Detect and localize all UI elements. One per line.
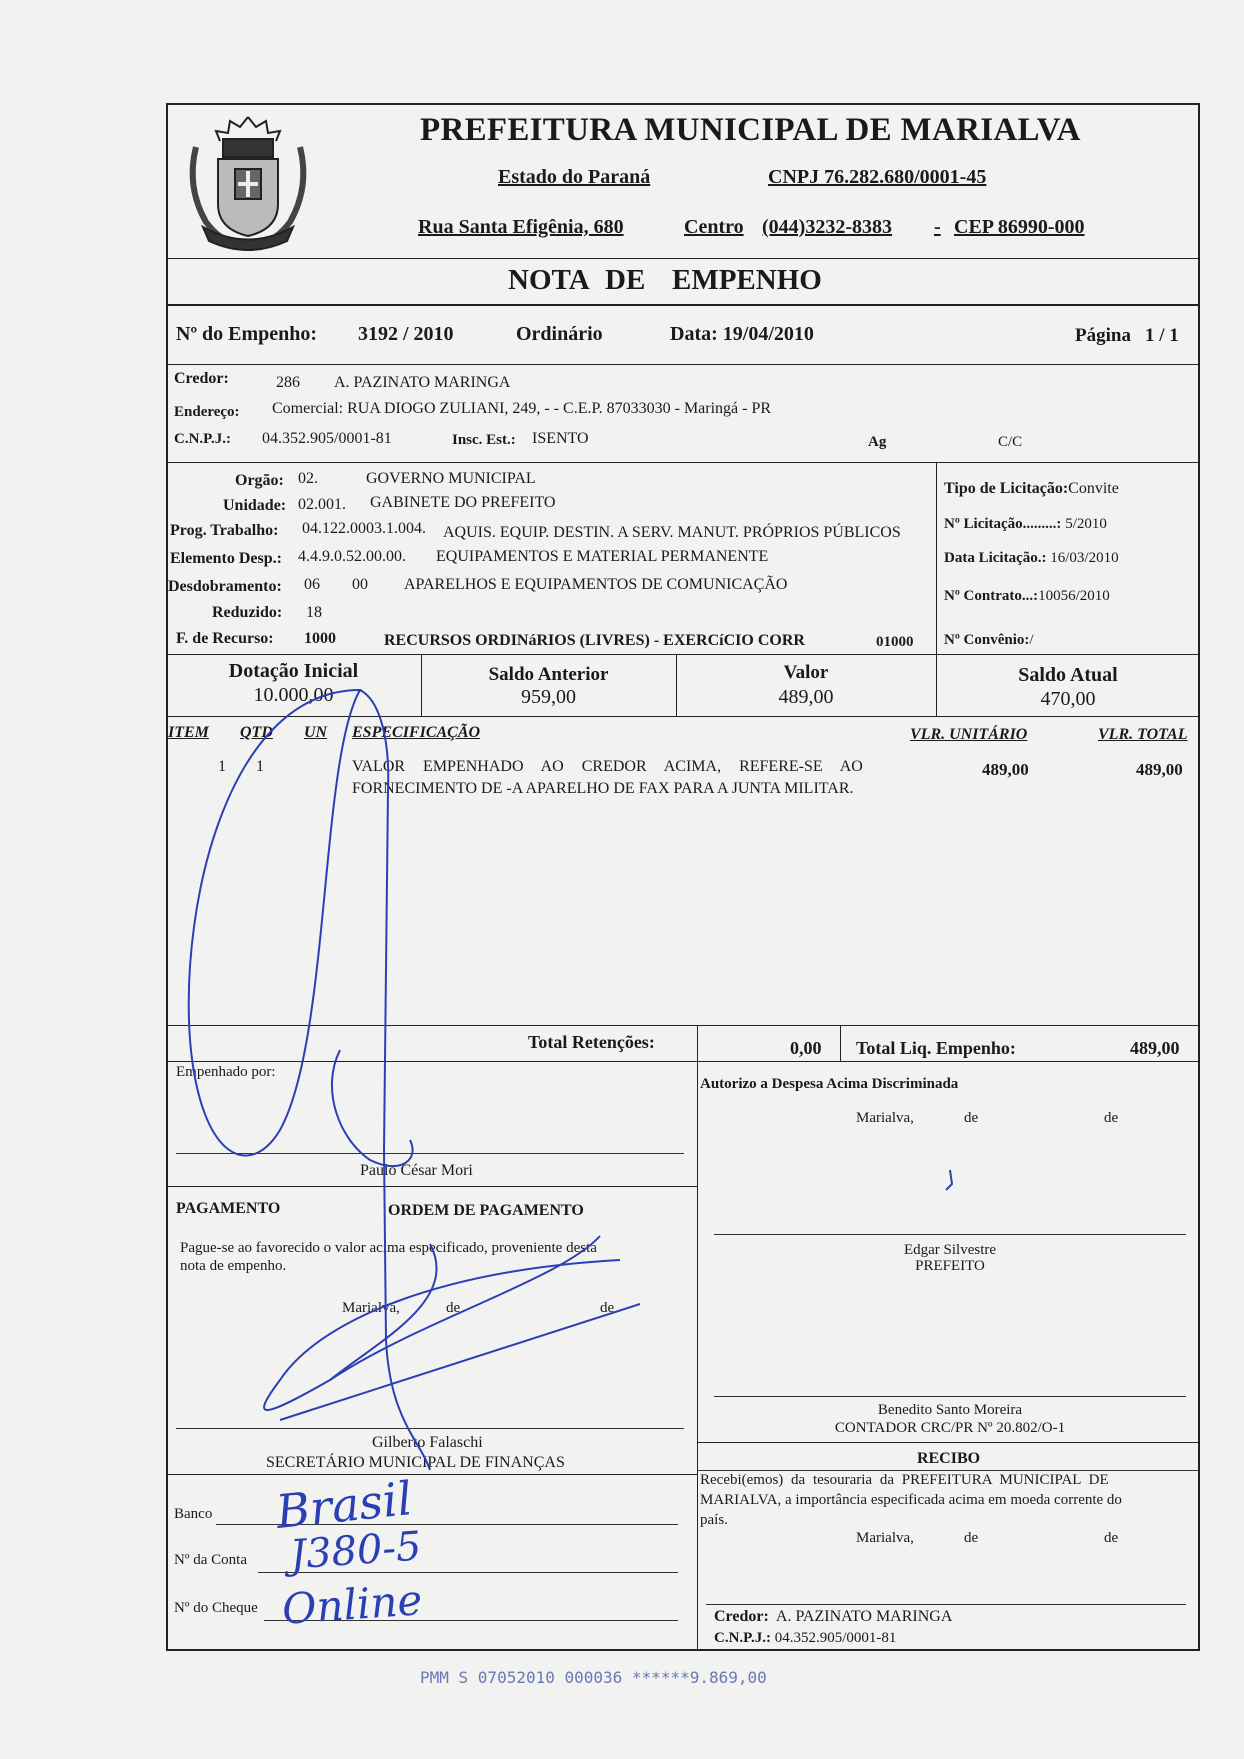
- right-de1: de: [964, 1110, 979, 1126]
- ag-label: Ag: [868, 434, 887, 450]
- desdobramento-code1: 06: [304, 576, 320, 593]
- signer-benedito: Benedito Santo Moreira: [877, 1402, 1023, 1418]
- prog-label: Prog. Trabalho:: [170, 522, 279, 539]
- tipo-licitacao-value: Convite: [1068, 480, 1119, 497]
- col-total-value: VLR. TOTAL: [1098, 726, 1188, 743]
- page-number: 1 / 1: [1145, 325, 1179, 346]
- prog-code: 04.122.0003.1.004.: [302, 520, 426, 537]
- doc-title-nota: NOTA: [508, 264, 590, 296]
- saldo-atual-label: Saldo Atual: [1018, 664, 1118, 686]
- recibo-de2: de: [1104, 1530, 1119, 1546]
- liq-empenho-label: Total Liq. Empenho:: [856, 1038, 1016, 1058]
- data-licitacao-label: Data Licitação.:: [944, 550, 1047, 566]
- banco-label: Banco: [174, 1506, 213, 1522]
- saldo-anterior-value: 959,00: [521, 686, 576, 708]
- elemento-label: Elemento Desp.:: [170, 550, 282, 567]
- dotacao-label: Dotação Inicial: [228, 660, 359, 682]
- autorizo-label: Autorizo a Despesa Acima Discriminada: [700, 1076, 959, 1092]
- phone: (044)3232-8383: [762, 216, 892, 238]
- desdobramento-label: Desdobramento:: [168, 578, 282, 595]
- item-total-value: 489,00: [1136, 760, 1183, 779]
- tipo-licitacao-label: Tipo de Licitação:: [944, 480, 1069, 497]
- num-contrato-value: 10056/2010: [1038, 588, 1110, 604]
- left-place: Marialva,: [342, 1300, 400, 1316]
- saldo-atual-value: 470,00: [1040, 688, 1096, 710]
- recibo-credor-value: A. PAZINATO MARINGA: [775, 1608, 953, 1625]
- item-unit-value: 489,00: [982, 760, 1029, 779]
- doc-title-de: DE: [605, 264, 646, 296]
- recibo-place: Marialva,: [856, 1530, 914, 1546]
- credor-address: Comercial: RUA DIOGO ZULIANI, 249, - - C.E.P. 87033030 - Maringá - PR: [272, 400, 772, 417]
- endereco-label: Endereço:: [174, 404, 240, 420]
- empenho-date: Data: 19/04/2010: [670, 323, 814, 345]
- item-qtd: 1: [256, 758, 264, 775]
- saldo-anterior-label: Saldo Anterior: [488, 664, 609, 685]
- empenho-label: Nº do Empenho:: [176, 323, 318, 345]
- num-convenio-label: Nº Convênio:: [944, 632, 1030, 648]
- street-address: Rua Santa Efigênia, 680: [418, 216, 624, 238]
- handwritten-conta: J380-5: [288, 1523, 423, 1579]
- signer-benedito-role: CONTADOR CRC/PR Nº 20.802/O-1: [834, 1420, 1066, 1436]
- separator: -: [934, 216, 941, 238]
- reduzido-label: Reduzido:: [212, 604, 283, 621]
- empenho-type: Ordinário: [516, 323, 603, 345]
- valor-label: Valor: [783, 662, 829, 683]
- recibo-title: RECIBO: [916, 1450, 981, 1467]
- recibo-line1: Recebi(emos) da tesouraria da PREFEITURA MUNICIPAL DE: [700, 1472, 1109, 1488]
- state-name: Estado do Paraná: [498, 166, 651, 188]
- credor-label: Credor:: [174, 370, 229, 387]
- cep: CEP 86990-000: [954, 216, 1085, 238]
- col-unit-value: VLR. UNITÁRIO: [910, 726, 1028, 743]
- empenho-number: 3192 / 2010: [358, 323, 454, 345]
- orgao-name: GOVERNO MUNICIPAL: [366, 470, 536, 487]
- conta-label: Nº da Conta: [174, 1552, 247, 1568]
- pague-line2: nota de empenho.: [180, 1258, 287, 1274]
- desdobramento-code2: 00: [352, 576, 368, 593]
- handwritten-cheque: Online: [280, 1575, 424, 1634]
- doc-title-empenho: EMPENHO: [672, 264, 822, 296]
- recibo-line2: MARIALVA, a importância especificada acima em moeda corrente do: [700, 1492, 1122, 1508]
- insc-label: Insc. Est.:: [452, 432, 516, 448]
- credor-name: A. PAZINATO MARINGA: [334, 374, 511, 391]
- desdobramento-name: APARELHOS E EQUIPAMENTOS DE COMUNICAÇÃO: [404, 576, 788, 593]
- recurso-label: F. de Recurso:: [176, 630, 274, 647]
- data-licitacao-value: 16/03/2010: [1050, 550, 1119, 566]
- num-convenio-value: /: [1029, 632, 1034, 648]
- credor-code: 286: [276, 374, 300, 391]
- municipality-title: PREFEITURA MUNICIPAL DE MARIALVA: [420, 112, 1081, 148]
- empenhado-por-label: Empenhado por:: [176, 1064, 276, 1080]
- col-un: UN: [304, 724, 328, 741]
- right-place: Marialva,: [856, 1110, 914, 1126]
- col-spec: ESPECIFICAÇÃO: [352, 724, 481, 741]
- page-label: Página: [1075, 325, 1131, 346]
- cnpj-label: C.N.P.J.:: [174, 431, 231, 447]
- pagamento-label: PAGAMENTO: [176, 1200, 281, 1217]
- valor-value: 489,00: [778, 686, 834, 708]
- liq-empenho-value: 489,00: [1130, 1038, 1180, 1058]
- elemento-name: EQUIPAMENTOS E MATERIAL PERMANENTE: [436, 548, 769, 565]
- cheque-label: Nº do Cheque: [174, 1600, 258, 1616]
- recibo-credor-label: Credor:: [714, 1608, 769, 1625]
- dotacao-value: 10.000,00: [253, 684, 334, 706]
- recibo-cnpj-value: 04.352.905/0001-81: [774, 1630, 897, 1646]
- orgao-code: 02.: [298, 470, 318, 487]
- elemento-code: 4.4.9.0.52.00.00.: [298, 548, 406, 565]
- col-qtd: QTD: [240, 724, 273, 741]
- num-licitacao-label: Nº Licitação.........:: [944, 516, 1062, 532]
- reduzido-value: 18: [306, 604, 322, 621]
- handwritten-banco: Brasil: [273, 1471, 415, 1539]
- orgao-label: Orgão:: [235, 472, 284, 489]
- unidade-code: 02.001.: [298, 496, 346, 513]
- item-number: 1: [218, 758, 226, 775]
- right-de2: de: [1104, 1110, 1119, 1126]
- signer-paulo: Paulo César Mori: [360, 1162, 473, 1179]
- signer-gilberto-role: SECRETÁRIO MUNICIPAL DE FINANÇAS: [266, 1454, 565, 1471]
- unidade-label: Unidade:: [223, 497, 287, 514]
- item-spec-line1: VALOR EMPENHADO AO CREDOR ACIMA, REFERE-SE AO: [352, 758, 863, 775]
- signer-gilberto: Gilberto Falaschi: [372, 1434, 483, 1451]
- recibo-line3: país.: [700, 1512, 728, 1528]
- left-de1: de: [446, 1300, 461, 1316]
- cc-label: C/C: [998, 434, 1023, 450]
- recurso-name: RECURSOS ORDINáRIOS (LIVRES) - EXERCíCIO CORR: [384, 632, 805, 649]
- num-licitacao-value: 5/2010: [1065, 516, 1107, 532]
- credor-insc: ISENTO: [532, 430, 589, 447]
- ordem-pagamento-label: ORDEM DE PAGAMENTO: [388, 1202, 584, 1219]
- num-contrato-label: Nº Contrato...:: [944, 588, 1039, 604]
- signer-edgar-role: PREFEITO: [915, 1258, 985, 1274]
- cnpj-header: CNPJ 76.282.680/0001-45: [768, 166, 987, 188]
- pague-line1: Pague-se ao favorecido o valor acima especificado, proveniente desta: [180, 1240, 597, 1256]
- recurso-code: 1000: [304, 630, 336, 647]
- col-item: ITEM: [168, 724, 209, 741]
- recibo-cnpj-label: C.N.P.J.:: [714, 1630, 771, 1646]
- district: Centro: [684, 216, 744, 238]
- credor-cnpj: 04.352.905/0001-81: [262, 430, 392, 447]
- recurso-code2: 01000: [876, 634, 914, 650]
- signer-edgar: Edgar Silvestre: [903, 1242, 997, 1258]
- unidade-name: GABINETE DO PREFEITO: [370, 494, 556, 511]
- recibo-de1: de: [964, 1530, 979, 1546]
- retencoes-label: Total Retenções:: [528, 1032, 655, 1052]
- footer-machine-stamp: PMM S 07052010 000036 ******9.869,00: [420, 1668, 767, 1687]
- left-de2: de: [600, 1300, 615, 1316]
- item-spec-line2: FORNECIMENTO DE -A APARELHO DE FAX PARA A JUNTA MILITAR.: [352, 780, 854, 797]
- prog-name: AQUIS. EQUIP. DESTIN. A SERV. MANUT. PRÓPRIOS PÚBLICOS: [443, 524, 901, 541]
- retencoes-value: 0,00: [790, 1038, 822, 1058]
